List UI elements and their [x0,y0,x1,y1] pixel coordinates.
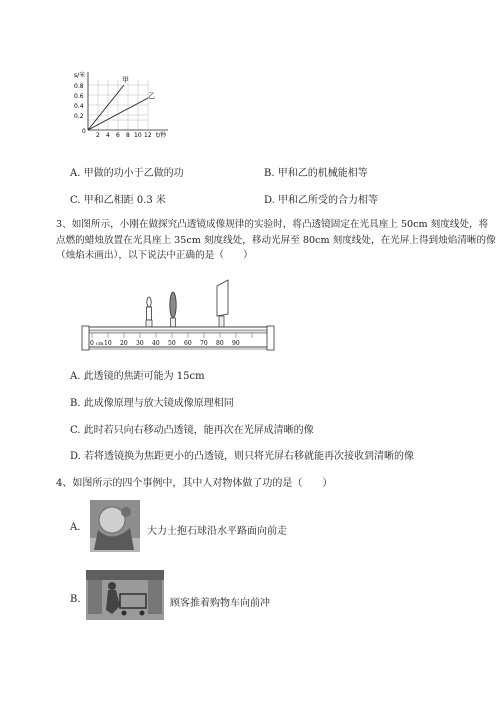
q3-stem-line1: 3、如图所示，小刚在做探究凸透镜成像规律的实验时，将凸透镜固定在光具座上 50cm 刻度线处，将 [56,219,489,230]
q3-option-a[interactable]: A. 此透镜的焦距可能为 15cm [70,371,205,382]
bench-tick-50: 50 [168,340,176,347]
label-jia: 甲 [122,76,129,84]
y-tick-0.6: 0.6 [74,93,84,100]
q2-option-b[interactable]: B. 甲和乙的机械能相等 [264,168,368,179]
bench-tick-60: 60 [184,340,192,347]
q3-option-b[interactable]: B. 此成像原理与放大镜成像原理相同 [70,398,234,409]
x-tick-6: 6 [116,132,120,139]
x-tick-12: 12 [144,132,152,139]
s-t-graph [60,68,175,140]
y-tick-0.4: 0.4 [74,103,84,110]
q4-option-b-letter[interactable]: B. [70,594,81,605]
q2-option-c[interactable]: C. 甲和乙相距 0.3 米 [70,195,166,206]
optical-bench-figure [80,278,280,354]
bench-tick-40: 40 [152,340,160,347]
x-tick-4: 4 [106,132,110,139]
bench-tick-20: 20 [120,340,128,347]
bench-tick-90: 90 [232,340,240,347]
y-tick-0.8: 0.8 [74,83,84,90]
y-tick-0.2: 0.2 [74,113,84,120]
bench-tick-80: 80 [216,340,224,347]
q3-stem-line3: （烛焰未画出），以下说法中正确的是（ ） [56,250,253,261]
light-screen-icon [217,280,228,327]
candle-icon [146,297,152,327]
q4-option-a-caption[interactable]: 大力士抱石球沿水平路面向前走 [147,526,287,537]
x-tick-2: 2 [96,132,100,139]
x-axis-label: t/秒 [156,132,167,139]
q4-option-a-letter[interactable]: A. [70,522,81,533]
x-tick-10: 10 [134,132,142,139]
y-axis-label: s/米 [74,72,86,79]
q3-option-d[interactable]: D. 若将透镜换为焦距更小的凸透镜，则只将光屏右移就能再次接收到清晰的像 [70,451,415,462]
q2-option-d[interactable]: D. 甲和乙所受的合力相等 [264,195,379,206]
bench-tick-0: 0 [90,340,94,347]
customer-pushing-cart-image [86,570,164,620]
q2-option-a[interactable]: A. 甲做的功小于乙做的功 [70,168,184,179]
q4-option-b-caption[interactable]: 顾客推着购物车向前冲 [170,598,270,609]
q3-stem-line2: 点燃的蜡烛放置在光具座上 35cm 刻度线处，移动光屏至 80cm 刻度线处，在光屏上得到烛焰清晰的像 [56,234,496,246]
graph-grid [88,80,148,130]
bench-tick-unit: cm [96,341,104,347]
bench-tick-30: 30 [136,340,144,347]
label-yi: 乙 [148,92,155,100]
bench-tick-10: 10 [104,340,112,347]
bench-tick-70: 70 [200,340,208,347]
convex-lens-icon [170,292,176,327]
strongman-carrying-stone-ball-image [90,500,140,552]
origin-label: 0 [82,128,86,135]
q3-stem [56,217,496,264]
q3-option-c[interactable]: C. 此时若只向右移动凸透镜，能再次在光屏成清晰的像 [70,425,314,436]
line-jia [88,85,124,130]
q4-stem: 4、如图所示的四个事例中，其中人对物体做了功的是（ ） [56,478,333,489]
x-tick-8: 8 [126,132,130,139]
